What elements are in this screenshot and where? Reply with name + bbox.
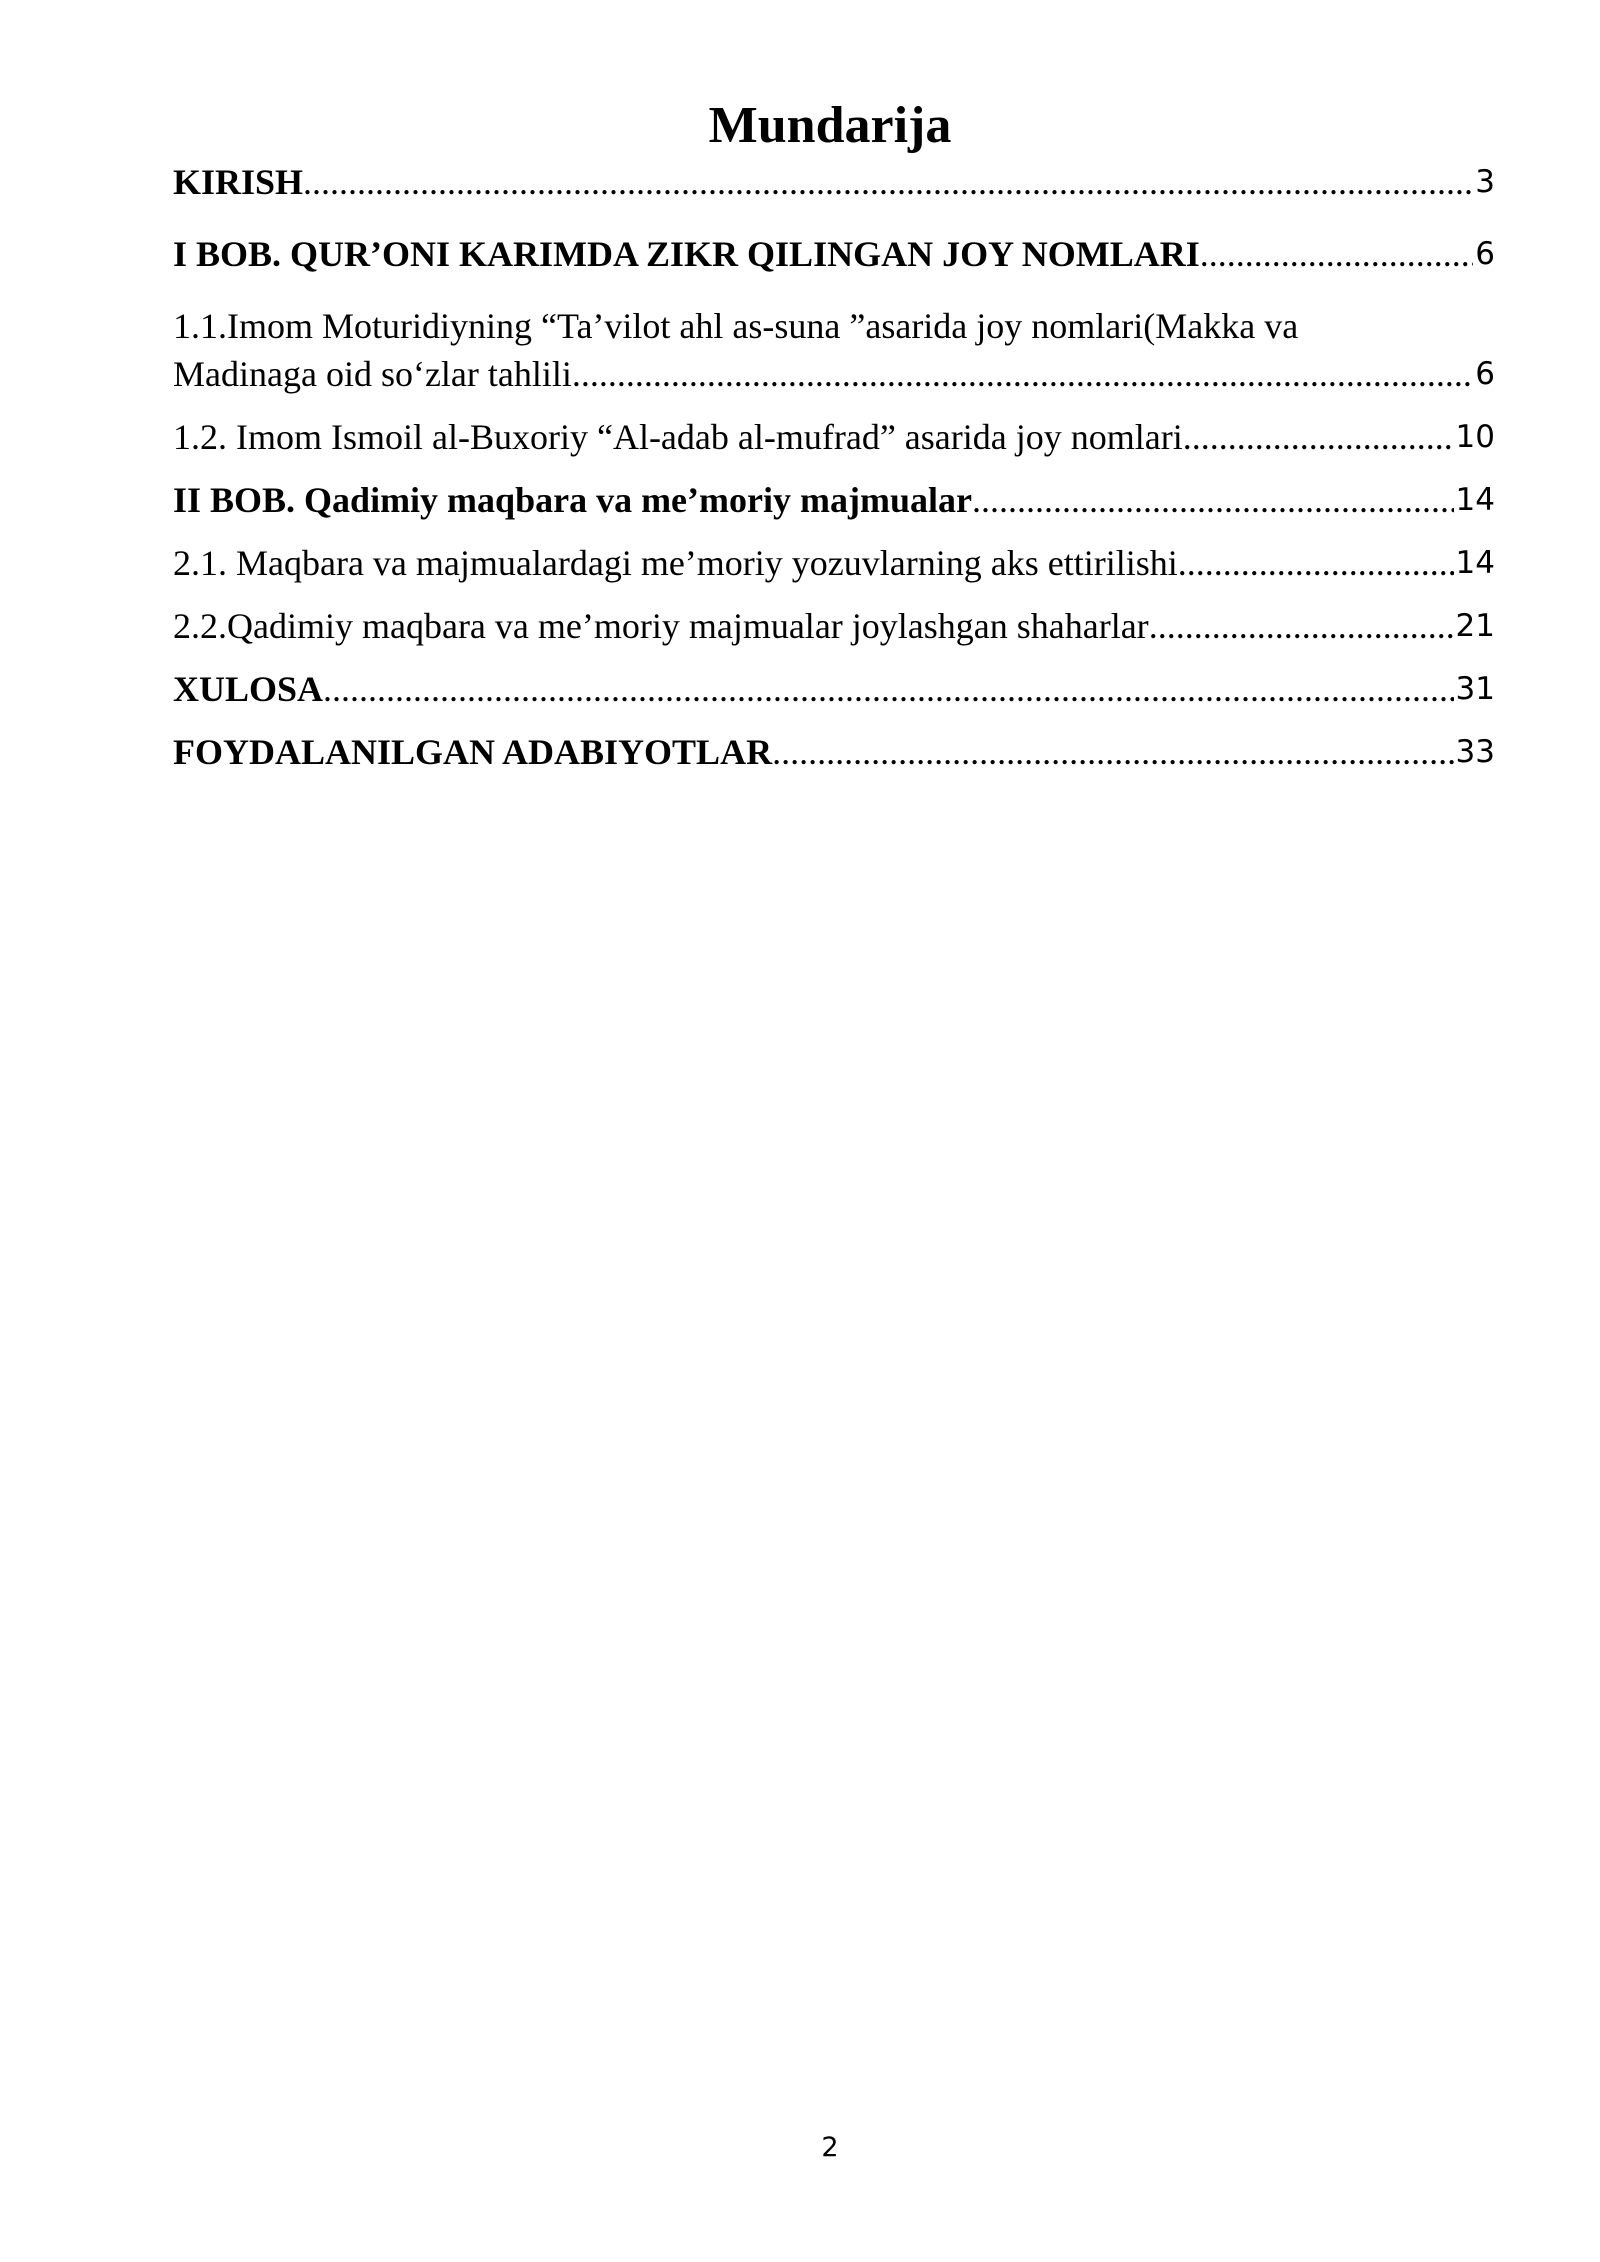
table-of-contents [173,158,1495,776]
toc-leader-dots [972,476,1454,524]
toc-leader-dots [1149,602,1454,650]
toc-entry-bibliography[interactable] [173,728,1495,776]
toc-entry-section-2-1[interactable] [173,539,1495,587]
toc-entry-section-2-2[interactable] [173,602,1495,650]
toc-entry-kirish[interactable] [173,158,1495,206]
toc-leader-dots [572,350,1473,398]
toc-leader-dots [1178,539,1454,587]
toc-page-number: 33 [1455,734,1495,770]
toc-leader-dots [303,158,1473,206]
toc-page-number: 6 [1475,236,1495,272]
toc-page-number: 3 [1475,164,1495,200]
toc-page-number: 31 [1455,671,1495,707]
toc-title: Mundarija [708,97,952,154]
toc-entry-line2 [173,350,1495,398]
toc-page-number: 14 [1455,482,1495,518]
page-number: 2 [821,2132,839,2163]
toc-leader-dots [1183,413,1454,461]
toc-entry-chapter-2[interactable] [173,476,1495,524]
toc-entry-text: KIRISH [173,162,304,202]
toc-entry-text: 2.1. Maqbara va majmualardagi me’moriy yozuvlarning aks ettirilishi [173,543,1178,583]
toc-entry-text-line2: Madinaga oid so‘zlar tahlili [173,354,572,394]
toc-entry-text: 1.2. Imom Ismoil al-Buxoriy “Al-adab al-mufrad” asarida joy nomlari [173,417,1183,457]
toc-entry-chapter-1[interactable] [173,230,1495,278]
toc-entry-xulosa[interactable] [173,665,1495,713]
toc-page-number: 21 [1455,608,1495,644]
toc-page-number: 6 [1475,356,1495,392]
toc-entry-section-1-2[interactable] [173,413,1495,461]
toc-entry-text: 2.2.Qadimiy maqbara va me’moriy majmualar joylashgan shaharlar [173,606,1149,646]
toc-entry-text-line1: 1.1.Imom Moturidiyning “Ta’vilot ahl as-suna ”asarida joy nomlari(Makka va [173,306,1299,346]
toc-entry-section-1-1[interactable] [173,302,1495,398]
toc-entry-text: FOYDALANILGAN ADABIYOTLAR [173,732,773,772]
toc-page-number: 14 [1455,545,1495,581]
toc-entry-text: II BOB. Qadimiy maqbara va me’moriy majmualar [173,480,972,520]
toc-leader-dots [323,665,1454,713]
toc-entry-text: XULOSA [173,669,324,709]
toc-entry-text: I BOB. QUR’ONI KARIMDA ZIKR QILINGAN JOY NOMLARI [173,234,1200,274]
toc-leader-dots [1200,230,1474,278]
toc-page-number: 10 [1455,419,1495,455]
toc-leader-dots [772,728,1453,776]
